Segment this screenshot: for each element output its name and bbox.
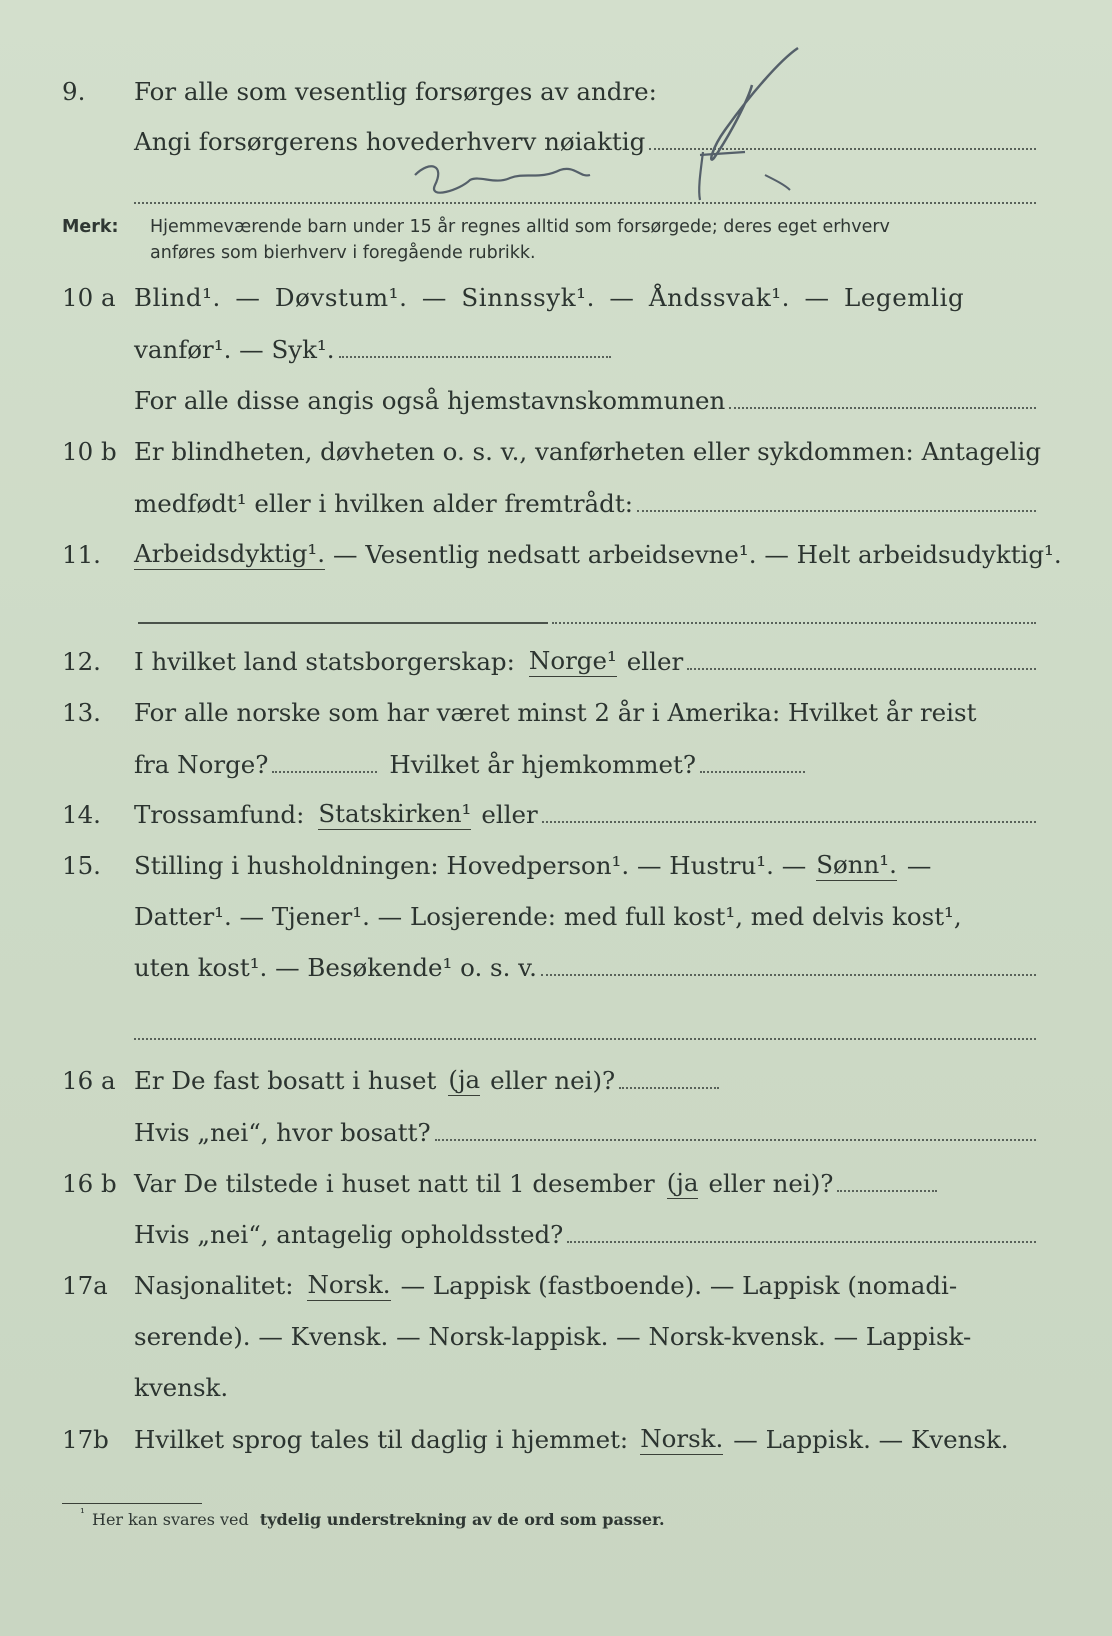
q16b-text-1a: Var De tilstede i huset natt til 1 desember bbox=[134, 1169, 655, 1198]
q15-text-1b: — bbox=[906, 851, 932, 880]
q13-text-2a: fra Norge? bbox=[134, 750, 269, 779]
footnote-rule bbox=[62, 1503, 202, 1504]
q10b-text-1: Er blindheten, døvheten o. s. v., vanførheten eller sykdommen: Antagelig bbox=[134, 437, 1042, 466]
q12-text-eller: eller bbox=[626, 647, 684, 676]
q14-number: 14. bbox=[62, 800, 101, 829]
q15-answer-field[interactable] bbox=[541, 973, 1036, 976]
q10b-answer-field[interactable] bbox=[637, 509, 1036, 512]
q9-number: 9. bbox=[62, 77, 86, 106]
q12-line1 bbox=[62, 642, 1036, 682]
q16a-text-1b: eller nei)? bbox=[490, 1066, 616, 1095]
q10a-line3 bbox=[62, 381, 1036, 421]
q16b-text-2: Hvis „nei“, antagelig opholdssted? bbox=[134, 1220, 564, 1249]
q17a-text-post: — Lappisk (fastboende). — Lappisk (nomadi- bbox=[400, 1271, 958, 1300]
q11-option-arbeidsdyktig[interactable]: Arbeidsdyktig¹. bbox=[134, 539, 326, 568]
q16a-text-2: Hvis „nei“, hvor bosatt? bbox=[134, 1118, 431, 1147]
q10a-number: 10 a bbox=[62, 283, 116, 312]
q17a-line1 bbox=[62, 1266, 1036, 1306]
q17a-text-2: serende). — Kvensk. — Norsk-lappisk. — Norsk-kvensk. — Lappisk- bbox=[134, 1322, 972, 1351]
footnote bbox=[80, 1506, 665, 1529]
q10a-hjemstavn-field[interactable] bbox=[729, 406, 1036, 409]
q16b-answer-field[interactable] bbox=[837, 1189, 937, 1192]
q16b-line1 bbox=[62, 1164, 1036, 1204]
q17b-text-pre: Hvilket sprog tales til daglig i hjemmet: bbox=[134, 1425, 629, 1454]
q15-number: 15. bbox=[62, 851, 101, 880]
q10b-text-2: medfødt¹ eller i hvilken alder fremtrådt: bbox=[134, 489, 633, 518]
q10a-text-2: vanfør¹. — Syk¹. bbox=[134, 335, 335, 364]
q15-text-1a: Stilling i husholdningen: Hovedperson¹. — Hustru¹. — bbox=[134, 851, 807, 880]
q17a-option-norsk[interactable]: Norsk. bbox=[307, 1270, 391, 1299]
q17a-number: 17a bbox=[62, 1271, 108, 1300]
q10b-line2 bbox=[62, 484, 1036, 524]
q17b-number: 17b bbox=[62, 1425, 109, 1454]
q16b-line2 bbox=[62, 1215, 1036, 1255]
q16b-number: 16 b bbox=[62, 1169, 117, 1198]
q13-text-1: For alle norske som har været minst 2 år i Amerika: Hvilket år reist bbox=[134, 698, 977, 727]
q11-answer-line[interactable] bbox=[138, 622, 548, 624]
q10a-text-1: Blind¹. — Døvstum¹. — Sinnssyk¹. — Åndssvak¹. — Legemlig bbox=[134, 283, 965, 312]
q14-text: Trossamfund: bbox=[134, 800, 305, 829]
q10b-line1 bbox=[62, 432, 1042, 472]
footnote-text: Her kan svares ved bbox=[92, 1510, 249, 1529]
q13-line2 bbox=[62, 745, 1036, 785]
q14-text-eller: eller bbox=[481, 800, 538, 829]
q15-line2 bbox=[62, 897, 1036, 937]
q16a-line2 bbox=[62, 1113, 1036, 1153]
q16b-opholdssted-field[interactable] bbox=[567, 1240, 1036, 1243]
q9-text-2: Angi forsørgerens hovederhverv nøiaktig bbox=[134, 127, 646, 156]
q17a-line2 bbox=[62, 1317, 1036, 1357]
q9-text-1: For alle som vesentlig forsørges av andre: bbox=[134, 77, 657, 106]
q10b-number: 10 b bbox=[62, 437, 117, 466]
q16b-option-ja[interactable]: (ja bbox=[666, 1168, 699, 1197]
merk-text-1: Hjemmeværende barn under 15 år regnes alltid som forsørgede; deres eget erhverv bbox=[150, 217, 890, 237]
q12-answer-field[interactable] bbox=[687, 667, 1036, 670]
q17b-option-norsk[interactable]: Norsk. bbox=[640, 1424, 724, 1453]
footnote-mark: ¹ bbox=[80, 1506, 85, 1520]
q10a-text-3: For alle disse angis også hjemstavnskommunen bbox=[134, 386, 726, 415]
q10a-syk-field[interactable] bbox=[339, 355, 611, 358]
q14-answer-field[interactable] bbox=[542, 820, 1036, 823]
q11-line1 bbox=[62, 535, 1062, 575]
q16b-text-1b: eller nei)? bbox=[708, 1169, 834, 1198]
q12-number: 12. bbox=[62, 647, 101, 676]
q10a-line2 bbox=[62, 330, 1036, 370]
q15-text-3: uten kost¹. — Besøkende¹ o. s. v. bbox=[134, 953, 537, 982]
q13-number: 13. bbox=[62, 698, 101, 727]
q15-line1 bbox=[62, 846, 1036, 886]
q14-option-statskirken[interactable]: Statskirken¹ bbox=[318, 799, 472, 828]
q17a-line3 bbox=[62, 1368, 1036, 1408]
q15-option-sonn[interactable]: Sønn¹. bbox=[816, 850, 897, 879]
q15-line3 bbox=[62, 948, 1036, 988]
q12-option-norge[interactable]: Norge¹ bbox=[528, 646, 617, 675]
q16a-option-ja[interactable]: (ja bbox=[448, 1065, 481, 1094]
q16a-bosatt-field[interactable] bbox=[435, 1138, 1036, 1141]
q14-line1 bbox=[62, 795, 1036, 835]
q11-text-rest: — Vesentlig nedsatt arbeidsevne¹. — Helt arbeidsudyktig¹. bbox=[333, 540, 1062, 569]
q15-answer-field-2[interactable] bbox=[134, 1038, 1036, 1040]
q11-answer-line-2[interactable] bbox=[552, 622, 1036, 624]
q10a-line1 bbox=[62, 278, 1036, 318]
q17a-text-pre: Nasjonalitet: bbox=[134, 1271, 294, 1300]
merk-label: Merk: bbox=[62, 217, 119, 237]
q16a-line1 bbox=[62, 1061, 1036, 1101]
q13-line1 bbox=[62, 693, 1036, 733]
q16a-number: 16 a bbox=[62, 1066, 116, 1095]
footnote-bold-text: tydelig understrekning av de ord som passer. bbox=[259, 1510, 665, 1529]
q12-text: I hvilket land statsborgerskap: bbox=[134, 647, 515, 676]
q16a-text-1a: Er De fast bosatt i huset bbox=[134, 1066, 437, 1095]
q13-text-2b: Hvilket år hjemkommet? bbox=[389, 750, 697, 779]
merk-text-2: anføres som bierhverv i foregående rubrikk. bbox=[150, 243, 536, 263]
q16a-answer-field[interactable] bbox=[619, 1086, 719, 1089]
q11-number: 11. bbox=[62, 540, 101, 569]
q17b-text-post: — Lappisk. — Kvensk. bbox=[733, 1425, 1009, 1454]
handwriting-q9-signature bbox=[400, 40, 840, 210]
q13-reist-field[interactable] bbox=[272, 770, 377, 773]
q15-text-2: Datter¹. — Tjener¹. — Losjerende: med full kost¹, med delvis kost¹, bbox=[134, 902, 962, 931]
q17b-line1 bbox=[62, 1420, 1036, 1460]
q17a-text-3: kvensk. bbox=[134, 1373, 229, 1402]
q13-hjemkommet-field[interactable] bbox=[700, 770, 805, 773]
